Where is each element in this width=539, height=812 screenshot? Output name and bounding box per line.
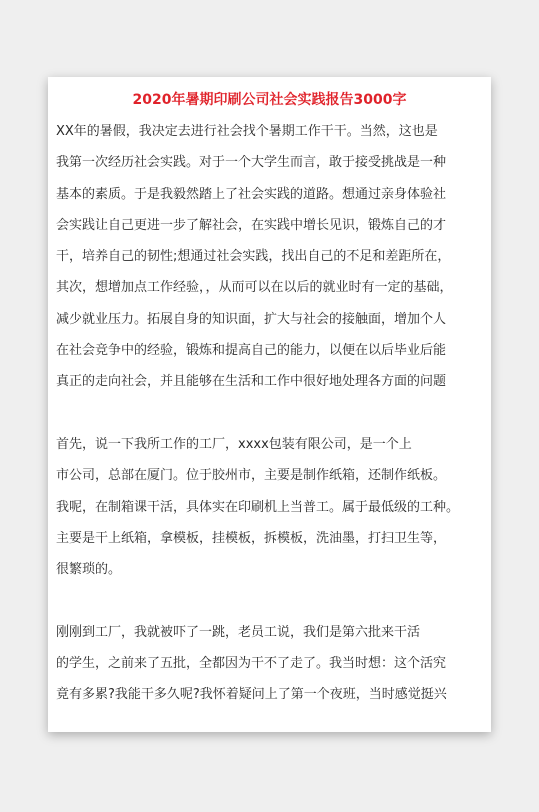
paragraph-gap xyxy=(56,403,486,434)
text-line: 会实践让自己更进一步了解社会，在实践中增长见识，锻炼自己的才 xyxy=(56,217,447,233)
paragraph-gap xyxy=(56,590,486,621)
text-line: XX年的暑假，我决定去进行社会找个暑期工作干干。当然，这也是 xyxy=(56,124,438,139)
text-line: 很繁琐的。 xyxy=(56,562,122,578)
text-line: 减少就业压力。拓展自身的知识面，扩大与社会的接触面，增加个人 xyxy=(56,311,447,327)
text-line: 在社会竞争中的经验，锻炼和提高自己的能力，以便在以后毕业后能 xyxy=(56,343,447,359)
text-line: 我呢，在制箱课干活，具体实在印刷机上当普工。属于最低级的工种。 xyxy=(56,499,460,515)
text-line: 刚刚到工厂，我就被吓了一跳，老员工说，我们是第六批来干活 xyxy=(56,624,421,640)
document-title: 2020年暑期印刷公司社会实践报告3000字 xyxy=(132,92,407,108)
paragraph-2 xyxy=(56,434,486,590)
document-body xyxy=(56,121,486,716)
text-line: 的学生，之前来了五批，全都因为干不了走了。我当时想：这个活究 xyxy=(56,656,447,672)
text-line: 真正的走向社会，并且能够在生活和工作中很好地处理各方面的问题 xyxy=(56,374,447,390)
text-line: 基本的素质。于是我毅然踏上了社会实践的道路。想通过亲身体验社 xyxy=(56,186,447,202)
text-line: 主要是干上纸箱，拿模板，挂模板，拆模板，洗油墨，打扫卫生等， xyxy=(56,530,447,546)
paragraph-1 xyxy=(56,121,486,403)
document-page xyxy=(48,77,491,732)
text-line: 我第一次经历社会实践。对于一个大学生而言，敢于接受挑战是一种 xyxy=(56,155,447,171)
paragraph-3 xyxy=(56,622,486,716)
text-line: 竟有多累?我能干多久呢?我怀着疑问上了第一个夜班，当时感觉挺兴 xyxy=(56,687,447,703)
text-line: 市公司，总部在厦门。位于胶州市，主要是制作纸箱，还制作纸板。 xyxy=(56,468,447,484)
text-line: 首先，说一下我所工作的工厂，xxxx包装有限公司，是一个上 xyxy=(56,436,412,452)
text-line: 其次，想增加点工作经验，，从而可以在以后的就业时有一定的基础， xyxy=(56,280,453,296)
text-line: 干，培养自己的韧性;想通过社会实践，找出自己的不足和差距所在， xyxy=(56,249,451,265)
